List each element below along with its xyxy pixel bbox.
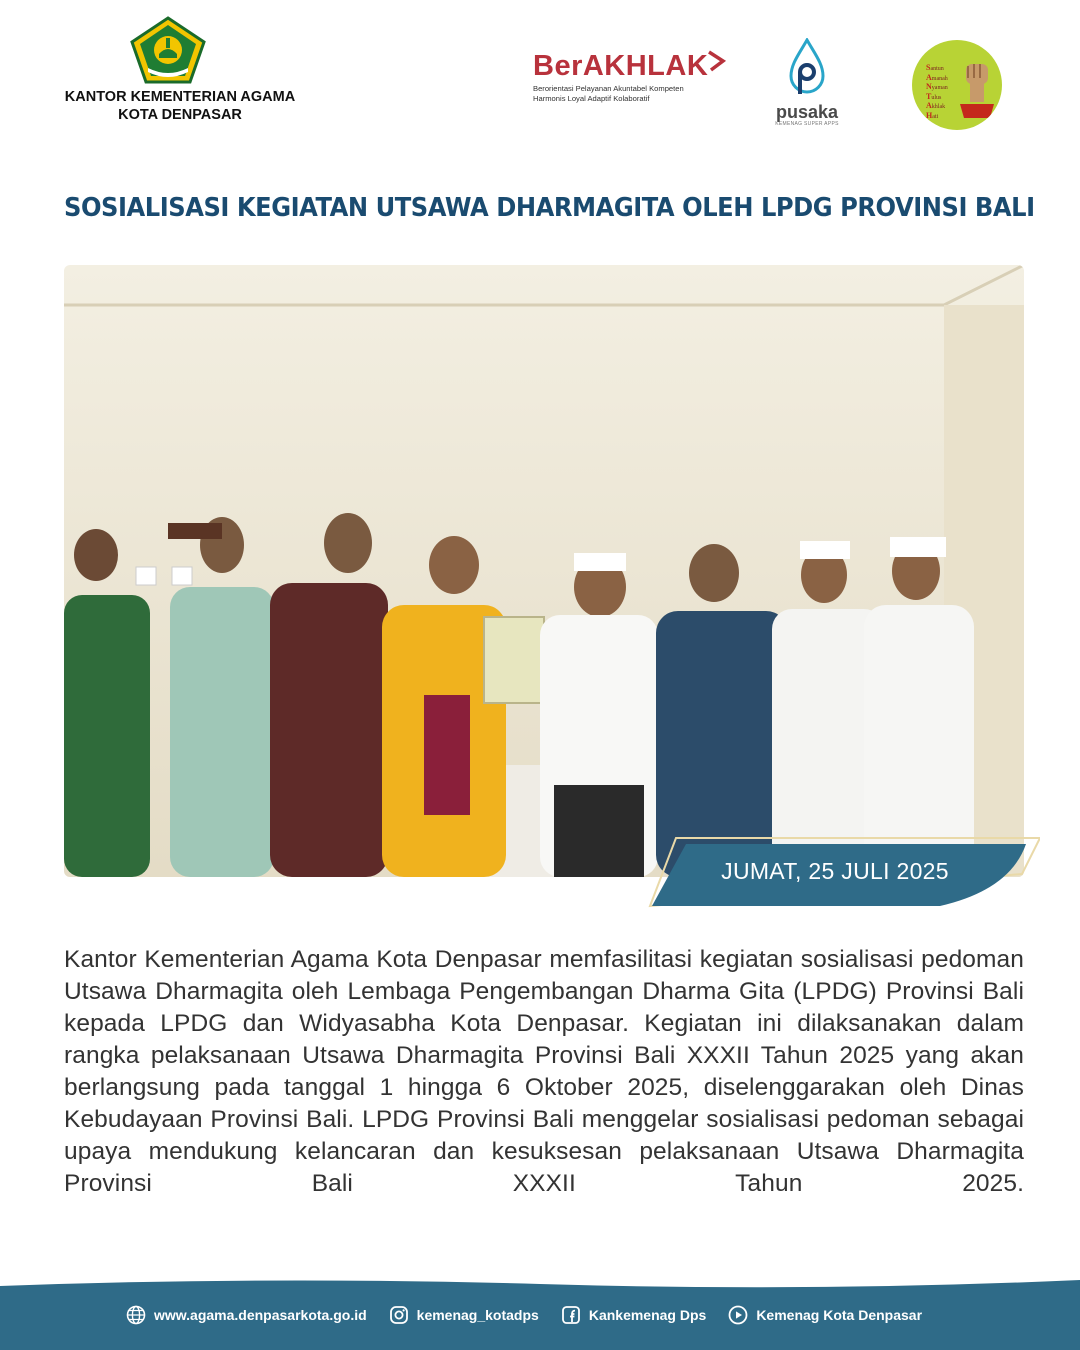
event-photo [64,265,1024,877]
globe-icon [126,1305,146,1325]
article-body: Kantor Kementerian Agama Kota Denpasar memfasilitasi kegiatan sosialisasi pedoman Utsawa Dharmagita oleh Lembaga Pengembangan Dharma Gita (LPDG) Provinsi Bali kepada LPDG dan Widyasabha Kota Denpasar. Kegiatan ini dilaksanakan dalam rangka pelaksanaan Utsawa Dharmagita Provinsi Bali XXXII Tahun 2025 yang akan berlangsung pada tanggal 1 hingga 6 Oktober 2025, diselenggarakan oleh Dinas Kebudayaan Provinsi Bali. LPDG Provinsi Bali menggelar sosialisasi pedoman sebagai upaya mendukung kelancaran dan kesuksesan pelaksanaan Utsawa Dharmagita Provinsi Bali XXXII Tahun 2025. [64,946,1024,1197]
header [0,0,1080,150]
berakhlak-chevron-icon [705,50,727,72]
samawa-letter-1: S [926,63,931,72]
samawa-letter-4: T [926,91,932,101]
org-name-line1: KANTOR KEMENTERIAN AGAMA [64,89,296,105]
footer-website[interactable] [126,1305,367,1325]
date-label: JUMAT, 25 JULI 2025 [721,858,949,884]
page-title: SOSIALISASI KEGIATAN UTSAWA DHARMAGITA OLEH LPDG PROVINSI BALI [64,193,1035,223]
berakhlak-logo [533,50,733,120]
berakhlak-subtitle-1: Berorientasi Pelayanan Akuntabel Kompeten [533,84,684,93]
samawa-fist-icon [960,60,994,118]
samawa-word-6: ati [932,113,939,120]
footer-facebook[interactable] [561,1305,706,1325]
footer-instagram[interactable] [389,1305,539,1325]
pusaka-logo [770,38,844,128]
org-name-line2: KOTA DENPASAR [118,107,242,123]
samawa-word-3: yaman [931,85,948,92]
samawa-word-5: khlak [931,104,946,111]
samawa-acronym [926,64,948,122]
organization-name [40,88,320,124]
youtube-icon [728,1305,748,1325]
footer-youtube-text: Kemenag Kota Denpasar [756,1307,923,1323]
samawa-word-4: ulus [931,94,942,101]
footer-facebook-text: Kankemenag Dps [588,1307,707,1323]
pusaka-tagline: KEMENAG SUPER APPS [775,121,839,127]
samawa-letter-5: A [926,101,932,111]
pusaka-drop-icon [787,38,827,98]
samawa-word-1: antun [930,66,944,72]
berakhlak-subtitle-2: Harmonis Loyal Adaptif Kolaboratif [533,94,650,103]
kemenag-emblem-icon [130,16,206,84]
instagram-icon [389,1305,409,1325]
footer-youtube[interactable] [728,1305,922,1325]
pusaka-name: pusaka [775,102,839,122]
samawa-letter-6: H [926,110,933,120]
footer-website-text: www.agama.denpasarkota.go.id [154,1307,367,1323]
samawa-letter-2: A [926,72,932,82]
samawa-logo [912,40,1002,130]
event-photo-illustration [64,265,1024,877]
samawa-word-2: manah [931,75,948,82]
samawa-letter-3: N [926,82,932,92]
footer-links [126,1303,922,1327]
facebook-icon [561,1305,581,1325]
berakhlak-title: BerAKHLAK [533,50,709,82]
footer-instagram-text: kemenag_kotadps [416,1307,539,1323]
